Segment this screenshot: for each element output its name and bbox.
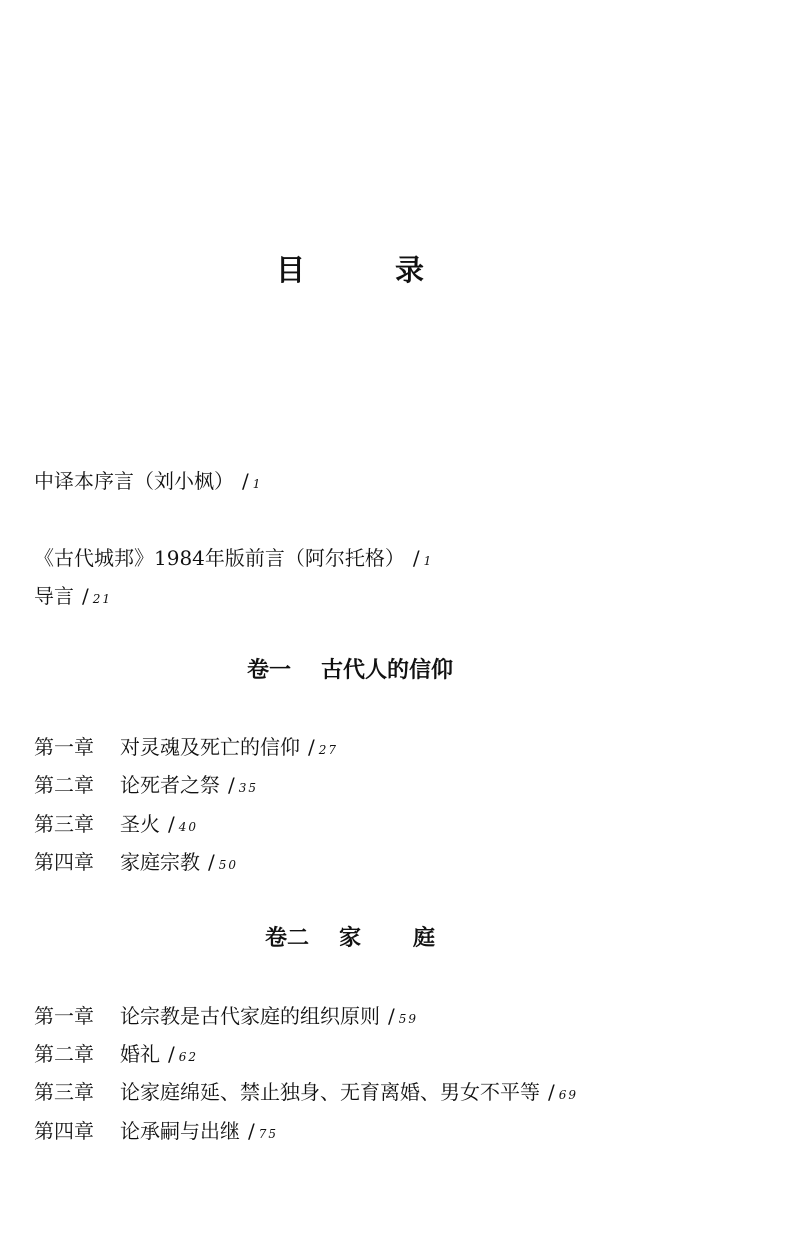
- toc-entry-v2-ch4[interactable]: [34, 1116, 278, 1149]
- chapter-title: 论宗教是古代家庭的组织原则: [120, 1004, 380, 1028]
- chapter-title: 家庭宗教: [120, 850, 200, 874]
- toc-separator: /: [308, 735, 315, 759]
- toc-entry-label: 《古代城邦》1984年版前言（阿尔托格）: [34, 546, 405, 570]
- toc-page-number: 59: [398, 1012, 419, 1026]
- chapter-number: 第三章: [34, 1080, 94, 1104]
- chapter-title: 对灵魂及死亡的信仰: [120, 735, 300, 759]
- volume-name: 古代人的信仰: [321, 658, 454, 683]
- toc-entry-preface-1984[interactable]: [34, 543, 433, 576]
- toc-page-number: 21: [92, 592, 113, 606]
- chapter-number: 第二章: [34, 773, 94, 797]
- chapter-number: 第一章: [34, 735, 94, 759]
- volume-name-char: 庭: [413, 926, 436, 951]
- toc-entry-v1-ch2[interactable]: [34, 770, 258, 803]
- toc-page-number: 27: [318, 743, 339, 757]
- toc-page-number: 1: [252, 477, 263, 491]
- toc-page-number: 35: [238, 781, 259, 795]
- toc-page-number: 50: [218, 858, 239, 872]
- volume-name-char: 家: [338, 926, 361, 951]
- chapter-title: 婚礼: [120, 1042, 160, 1066]
- chapter-number: 第二章: [34, 1042, 94, 1066]
- volume-heading-1: [0, 654, 700, 688]
- toc-entry-v2-ch3[interactable]: [34, 1077, 578, 1110]
- toc-separator: /: [248, 1119, 255, 1143]
- toc-page-number: 69: [558, 1088, 579, 1102]
- toc-entry-introduction[interactable]: [34, 581, 112, 614]
- toc-page-number: 40: [178, 820, 199, 834]
- toc-entry-label: 导言: [34, 584, 74, 608]
- toc-page-number: 1: [423, 554, 434, 568]
- toc-entry-label: 中译本序言（刘小枫）: [34, 469, 234, 493]
- chapter-number: 第四章: [34, 850, 94, 874]
- toc-page-number: 62: [178, 1050, 199, 1064]
- chapter-title: 论家庭绵延、禁止独身、无育离婚、男女不平等: [120, 1080, 540, 1104]
- toc-separator: /: [412, 546, 420, 570]
- toc-separator: /: [548, 1080, 555, 1104]
- toc-entry-v1-ch4[interactable]: [34, 847, 238, 880]
- toc-entry-preface-chinese[interactable]: [34, 466, 262, 499]
- toc-entry-v2-ch2[interactable]: [34, 1039, 198, 1072]
- chapter-title: 论承嗣与出继: [120, 1119, 240, 1143]
- chapter-number: 第三章: [34, 812, 94, 836]
- chapter-number: 第四章: [34, 1119, 94, 1143]
- toc-separator: /: [82, 584, 89, 608]
- page-title: 目 录: [275, 253, 465, 287]
- chapter-title: 圣火: [120, 812, 160, 836]
- toc-separator: /: [242, 469, 249, 493]
- toc-separator: /: [388, 1004, 395, 1028]
- toc-entry-v1-ch3[interactable]: [34, 809, 198, 842]
- chapter-title: 论死者之祭: [120, 773, 220, 797]
- toc-entry-v1-ch1[interactable]: [34, 732, 338, 765]
- toc-separator: /: [168, 812, 175, 836]
- toc-page-number: 75: [258, 1127, 279, 1141]
- toc-entry-v2-ch1[interactable]: [34, 1001, 418, 1034]
- volume-number: 卷二: [264, 926, 309, 951]
- chapter-number: 第一章: [34, 1004, 94, 1028]
- toc-separator: /: [228, 773, 235, 797]
- volume-heading-2: [0, 922, 700, 956]
- volume-number: 卷一: [246, 658, 291, 683]
- toc-separator: /: [168, 1042, 175, 1066]
- toc-separator: /: [208, 850, 215, 874]
